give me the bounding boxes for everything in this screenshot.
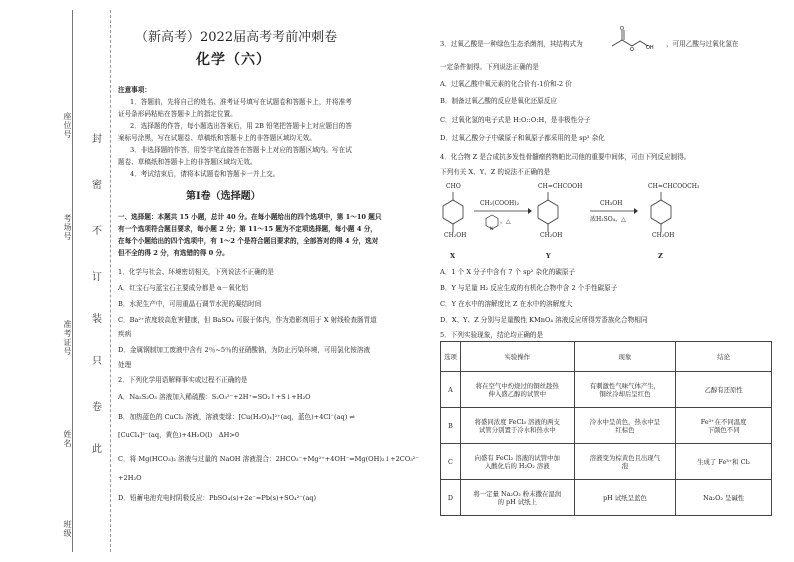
header-conclusion: 结论: [676, 342, 772, 372]
cell-conclusion: Fe³⁺在不同温度 下颜色不同: [676, 408, 772, 444]
q4-stem: 下列有关 X、Y、Z 的说法不正确的是: [440, 168, 551, 176]
benzene-ring-y: [535, 192, 561, 232]
section1-intro: 在每个小题给出的四个选项中，有 1～2 个是符合题目要求的，全部答对的得 4 分，选对: [118, 237, 379, 245]
q2-option: D．铅蓄电池充电时阴极反应：PbSO₄(s)+2e⁻=Pb(s)+SO₄²⁻(aq): [118, 494, 317, 502]
q1-option: D．金属钢制加工废液中含有 2％~5％的亚硝酸钠，为防止污染环境，可用氯化铵溶液: [118, 346, 371, 354]
seal-char: 订: [92, 272, 102, 283]
pyridine-ring: [484, 214, 500, 230]
section1-intro: 但不全的得 2 分，有选错的得 0 分。: [118, 249, 229, 257]
section1-title: 第Ⅰ卷（选择题）: [186, 191, 261, 202]
q2-option: B．加热蓝色的 CuCl₂ 溶液，溶液变绿：[Cu(H₂O)₄]²⁺(aq，蓝色)+4Cl⁻(aq) ⇌: [118, 413, 355, 421]
q1-option: 处理: [118, 361, 132, 369]
compound-z-top: CH=CHCOOCH₃: [648, 183, 700, 190]
gutter-line-left: [72, 10, 73, 552]
notes-line: 4．考试结束后，请将本试题卷和答题卡一并上交。: [130, 170, 280, 178]
seal-char: 此: [92, 444, 102, 455]
seal-char: 装: [92, 314, 102, 325]
cell-option: C: [441, 444, 461, 480]
notes-line: 案标号涂黑，写在试题卷、草稿纸和答题卡上的非答题区域均无效。: [118, 134, 316, 142]
compound-z-bottom: CH₂OH: [652, 232, 675, 239]
notes-line: 证号条形码粘贴在答题卡上的指定位置。: [118, 110, 237, 118]
q3-stem-cont: ，可用乙酸与过氧化氢在: [666, 40, 739, 48]
gutter-field-name: 姓名: [63, 430, 72, 448]
table-row: [441, 444, 772, 480]
svg-text:N: N: [490, 226, 493, 230]
notes-line: 2．选择题的作答，每小题选出答案后，用 2B 铅笔把答题卡上对应题目的答: [130, 122, 352, 130]
table-header-row: [441, 342, 772, 372]
cell-conclusion: Na₂O₂ 呈碱性: [676, 480, 772, 516]
q5-table: [440, 341, 772, 516]
cell-option: B: [441, 408, 461, 444]
q1-option: B．水泥生产中，可用重晶石调节水泥的凝结时间: [118, 300, 262, 308]
notes-line: 题卷、草稿纸和答题卡上的非答题区域均无效。: [118, 158, 257, 166]
q4-option: C．Y 在水中的溶解度比 Z 在水中的溶解度大: [440, 300, 573, 308]
benzene-ring-x: [440, 192, 466, 232]
cell-phenomenon: pH 试纸呈蓝色: [574, 480, 676, 516]
compound-y-label: Y: [546, 252, 551, 260]
compound-y-top: CH=CHCOOH: [538, 183, 583, 190]
cell-option: D: [441, 480, 461, 516]
q3-option: B．制备过氧乙酸的反应是氧化还原反应: [440, 97, 557, 105]
gutter-field-seat: 座位号: [63, 112, 72, 139]
svg-text:O: O: [620, 26, 624, 32]
q2-option: [CuCl₄]²⁻(aq，黄色)+4H₂O(l) ΔH>0: [118, 431, 240, 439]
q4-stem: 4．化合物 Z 是合成抗多发性骨髓瘤药物帕比司他的重要中间体，可由下列反应制得。: [440, 153, 691, 161]
reagent2-top: CH₃OH: [600, 200, 623, 207]
cell-phenomenon: 冷水中呈黄色，热水中呈 红棕色: [574, 408, 676, 444]
q3-option: C．过氧化氢的电子式是 H:O::O:H，是非极性分子: [440, 116, 591, 124]
q2-option: A．Na₂S₂O₃ 溶液加入稀硫酸：S₂O₃²⁻+2H⁺=SO₂↑+S↓+H₂O: [118, 393, 311, 401]
cell-phenomenon: 有刺激性气味气体产生， 铜丝冷却后呈红色: [574, 372, 676, 408]
notes-line: 1．答题前，先将自己的姓名、准考证号填写在试题卷和答题卡上，并将准考: [130, 98, 352, 106]
q1-option: A．红宝石与蓝宝石主要成分都是 α－氧化铝: [118, 284, 248, 292]
table-row: [441, 480, 772, 516]
compound-x-label: X: [450, 252, 456, 260]
gutter-field-ticket: 准考证号: [63, 320, 72, 356]
seal-char: 卷: [92, 402, 102, 413]
cell-operation: 将在空气中灼烧过的铜丝趁热 伸入盛乙醇的试管中: [460, 372, 574, 408]
q5-stem: 5．下列实验现象，结论均正确的是: [440, 331, 544, 339]
q3-option: D．过氧乙酸分子中碳原子和氧原子都采用的是 sp³ 杂化: [440, 134, 605, 142]
q2-option: +2H₂O: [118, 474, 142, 482]
reaction-arrow-2: [590, 208, 638, 214]
gutter-field-class: 班级: [63, 520, 72, 538]
q3-stem: 3．过氧乙酸是一种绿色生态杀菌剂，其结构式为: [440, 40, 583, 48]
table-row: [441, 408, 772, 444]
cell-conclusion: 乙醇有还原性: [676, 372, 772, 408]
section1-intro: 有一个选项符合题目要求，每小题 2 分；第 11～15 题为不定项选择题，每小题 4 分，: [118, 225, 377, 233]
q1-option: 疾病: [118, 330, 132, 338]
seal-char: 封: [92, 134, 102, 145]
q1-stem: 1．化学与社会、环境密切相关，下列说法不正确的是: [118, 268, 274, 276]
compound-x-bottom: CH₂OH: [444, 232, 467, 239]
cell-operation: 将盛同浓度 FeCl₃ 溶液的两支 试管分别置于冷水和热水中: [460, 408, 574, 444]
seal-char: 只: [92, 356, 102, 367]
exam-subtitle: 化学（六）: [196, 52, 271, 68]
q1-option: C．Ba²⁺浓度较高危害健康，但 BaSO₄ 可服于体内，作为造影剂用于 X 射线检查肠胃道: [118, 316, 377, 324]
section1-intro: 一、选择题：本题共 15 小题，总计 40 分。在每小题给出的四个选项中，第 1～10 题只: [118, 213, 382, 221]
gutter-field-room: 考场号: [63, 214, 72, 241]
header-phenomenon: 现象: [574, 342, 676, 372]
q3-option: A．过氧乙酸中氧元素的化合价有-1价和-2 价: [440, 80, 572, 88]
q2-stem: 2．下列化学用语解释事实或过程不正确的是: [118, 376, 248, 384]
compound-x-top: CHO: [446, 183, 461, 190]
cell-option: A: [441, 372, 461, 408]
q2-option: C．将 Mg(HCO₃)₂ 溶液与过量的 NaOH 溶液混合：2HCO₃⁻+Mg²⁺+4OH⁻=Mg(OH)₂↓+2CO₃²⁻: [118, 455, 420, 463]
cell-conclusion: 生成了 Fe³⁺和 Cl₂: [676, 444, 772, 480]
q4-option: A．1 个 X 分子中含有 7 个 sp² 杂化的碳原子: [440, 268, 576, 276]
compound-z-label: Z: [658, 252, 663, 260]
reagent2-bottom: 浓H₂SO₄，△: [590, 216, 626, 223]
notes-heading: 注意事项：: [118, 86, 151, 94]
peracetic-acid-structure: [608, 26, 666, 52]
exam-title: （新高考）2022届高考考前冲刺卷: [135, 30, 338, 45]
benzene-ring-z: [648, 192, 674, 232]
reagent1-top: CH₂(COOH)₂: [480, 200, 519, 207]
reaction-arrow-1: [474, 208, 532, 214]
cell-phenomenon: 溶液变为棕黄色且出现气 泡: [574, 444, 676, 480]
seal-char: 密: [92, 180, 102, 191]
q4-option: D．X、Y、Z 分别与足量酸性 KMnO₄ 溶液反应所得芳香族化合物相同: [440, 316, 648, 324]
svg-text:OH: OH: [646, 45, 654, 51]
gutter-dashed-line: [110, 10, 111, 552]
q3-stem-cont: 一定条件制得。下列说法正确的是: [440, 63, 539, 71]
svg-text:O: O: [630, 47, 634, 52]
q4-option: B．Y 与足量 H₂ 反应生成的有机化合物中含 2 个手性碳原子: [440, 284, 618, 292]
header-operation: 实验操作: [460, 342, 574, 372]
cell-operation: 将一定量 Na₂O₂ 粉末撒在湿润 的 pH 试纸上: [460, 480, 574, 516]
table-row: [441, 372, 772, 408]
cell-operation: 向盛有 FeCl₂ 溶液的试管中加 入酸化后的 H₂O₂ 溶液: [460, 444, 574, 480]
header-option: 选项: [441, 342, 461, 372]
seal-char: 不: [92, 226, 102, 237]
compound-y-bottom: CH₂OH: [540, 232, 563, 239]
reagent1-bottom: ，△: [500, 218, 511, 225]
notes-line: 3．非选择题的作答，用签字笔直接答在答题卡上对应的答题区域内。写在试: [130, 146, 352, 154]
